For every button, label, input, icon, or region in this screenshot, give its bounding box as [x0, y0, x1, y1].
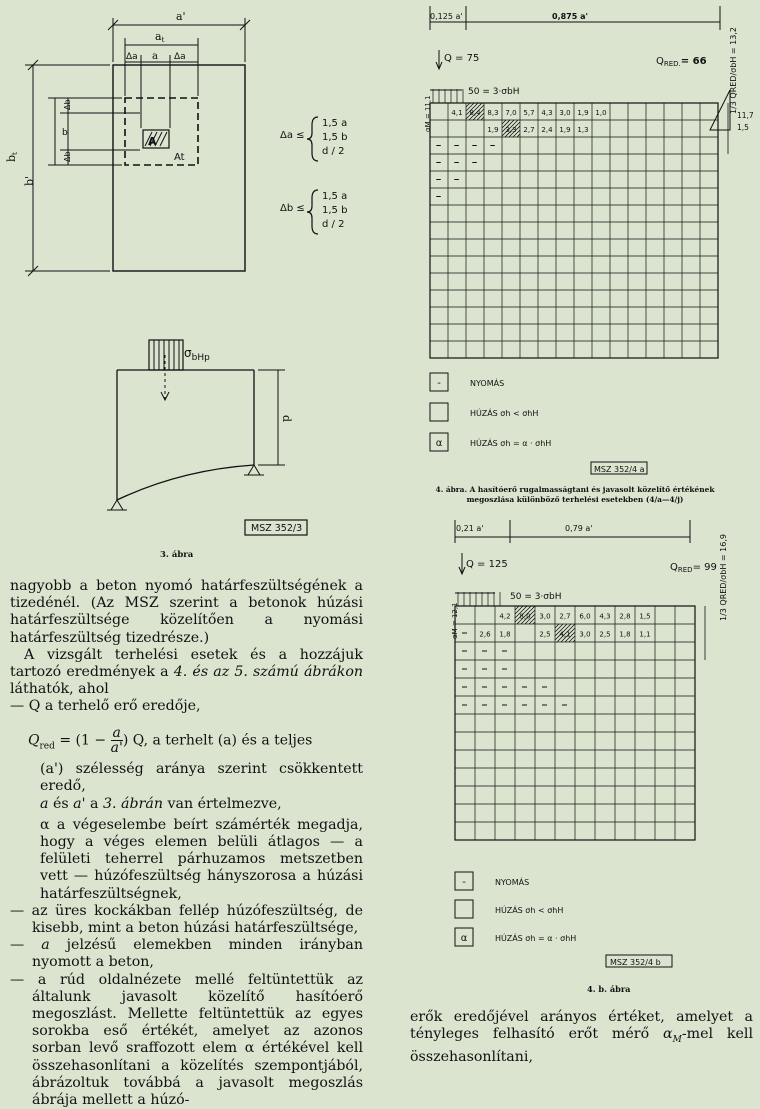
fig3-caption: 3. ábra	[160, 550, 194, 560]
tri-val-2: 1,5	[737, 123, 749, 132]
g4b-cell-value: 1,8	[499, 630, 511, 639]
g4a-cell-value: 8,3	[487, 108, 499, 117]
g4a-cell-value: 8,4	[469, 108, 481, 117]
formula-end: ) Q, a terhelt (a) és a teljes	[122, 732, 313, 749]
right-para-alpha: α	[663, 1026, 673, 1043]
fig4b-caption: 4. b. ábra	[587, 984, 631, 994]
l4b-legend-box	[455, 900, 473, 918]
g4a-cell-value: 1,3	[577, 125, 589, 134]
da-opt-2: 1,5 b	[322, 132, 348, 143]
dim-021: 0,21 a'	[456, 524, 484, 533]
fig4b-stamp: MSZ 352/4 b	[610, 958, 661, 967]
fig3-stamp: MSZ 352/3	[251, 523, 303, 534]
l4a-legend-symbol: -	[437, 378, 441, 389]
figure-3	[0, 0, 390, 575]
para-2-b: láthatók, ahol	[10, 681, 109, 698]
g4a-cell-value: 3,0	[559, 108, 571, 117]
dim-delta-b-top: Δb	[63, 99, 72, 110]
formula-red: red	[39, 740, 55, 751]
g4a-cell-value: 1,9	[577, 108, 589, 117]
g4a-cell-value: 5,7	[523, 108, 535, 117]
l4b-legend-label: HÚZÁS σh < σhH	[495, 906, 564, 915]
l4b-legend-symbol: α	[460, 933, 468, 944]
list-item-5: — a rúd oldalnézete mellé feltüntettük az általunk javasolt közelítő hasítóerő megoszlást. Mellette feltüntettük az egyes sorokba eső értékét, amelyet az azonos sorban levő sraffozott elem α értékével kell összehasonlítani a közelítés szempontjából, ábrázoltuk továbbá a javasolt megoszlás ábrája mellett a húzó-	[10, 971, 363, 1108]
l4a-legend-label: HÚZÁS σh < σhH	[470, 409, 539, 418]
q-red-4a	[656, 56, 707, 68]
db-opt-1: 1,5 a	[322, 191, 348, 202]
g4b-cell-value: 2,7	[559, 612, 571, 621]
g4b-cell-value: 2,5	[599, 630, 611, 639]
q-red-main-4b: Q	[670, 562, 678, 573]
dim-bt-main: b	[5, 154, 18, 162]
q-red-4b	[670, 562, 717, 574]
g4b-cell-value: 3,0	[539, 612, 551, 621]
db-opt-2: 1,5 b	[322, 205, 348, 216]
dim-bt-sub: t	[11, 152, 19, 155]
right-body-text	[410, 1009, 753, 1066]
g4a-cell-value: 1,9	[487, 125, 499, 134]
g4b-cell-value: 1,1	[639, 630, 651, 639]
g4a-hatched-cell	[517, 134, 520, 137]
right-para-b: -mel kell összehasonlítani,	[410, 1026, 754, 1066]
list-item-4-a: a	[41, 937, 50, 954]
q-75: Q = 75	[444, 53, 480, 64]
dim-delta-a-right: Δa	[174, 52, 186, 62]
right-axis-4a: 1/3 QRED/σbH = 13,2	[729, 27, 738, 114]
list-item-4-text: jelzésű elemekben minden irányban nyomott a beton,	[32, 937, 363, 971]
fig4a-caption-1: 4. ábra. A hasítóerő rugalmasságtani és javasolt közelítő értékének	[435, 485, 715, 494]
g4a-cell-value: 3,3	[505, 125, 517, 134]
fc2-abra: 3. ábrán	[103, 795, 163, 812]
g4a-cell-value: 4,3	[541, 108, 553, 117]
g4b-cell-value: 4,1	[559, 630, 571, 639]
dim-delta-b-bottom: Δb	[63, 151, 72, 162]
dim-a-prime: a'	[176, 10, 186, 23]
formula-line	[28, 726, 363, 756]
fc2-end: van értelmezve,	[162, 795, 282, 812]
para-2-italic: 4. és az 5. számú ábrákon	[173, 664, 364, 681]
l4a-legend-label: NYOMÁS	[470, 379, 505, 388]
dim-0875: 0,875 a'	[552, 12, 588, 21]
formula-num: a	[112, 724, 121, 741]
g4b-hatched-cell	[555, 624, 559, 628]
label-A: A	[148, 135, 157, 148]
q-red-sub: RED.	[663, 60, 681, 68]
g4b-cell-value: 2,6	[479, 630, 491, 639]
para-2	[10, 647, 363, 699]
dim-a: a	[152, 51, 158, 62]
left-body-text	[10, 578, 363, 1109]
tri-val-1: 11,7	[737, 111, 754, 120]
g4a-hatched-cell	[502, 120, 506, 124]
g4a-cell-value: 4,1	[451, 108, 463, 117]
para-2-a: A vizsgált terhelési esetek és a hozzájuk tartozó eredmények a	[10, 646, 363, 681]
list-item-3: — az üres kockákban fellép húzófeszültség, de kisebb, mint a beton húzási határfeszültsége,	[10, 902, 363, 936]
right-para-a: erők eredőjével arányos értéket, amelyet a tényleges felhasító erőt mérő	[410, 1009, 753, 1043]
dim-0125: 0,125 a'	[430, 12, 463, 21]
load-4b: 50 = 3·σbH	[510, 592, 562, 602]
l4a-legend-symbol: α	[435, 438, 443, 449]
g4b-cell-value: 2,5	[539, 630, 551, 639]
sigma-bhp	[184, 346, 210, 363]
l4b-legend-symbol: -	[462, 877, 466, 888]
delta-a-condition: Δa ≤	[280, 130, 305, 141]
g4a-cell-value: 7,0	[505, 108, 517, 117]
dim-at-main: a	[155, 30, 162, 43]
g4b-cell-value: 1,8	[619, 630, 631, 639]
dim-b-prime: b'	[23, 175, 36, 186]
formula-mid: = (1 −	[54, 732, 111, 749]
q-red-main: Q	[656, 56, 664, 67]
db-opt-3: d / 2	[322, 219, 345, 230]
q-red-val-4b: = 99	[692, 562, 717, 573]
dim-079: 0,79 a'	[565, 524, 593, 533]
g4b-cell-value: 8,0	[519, 612, 531, 621]
alpha-m-4b: αM = 12,1	[451, 602, 459, 639]
g4b-cell-value: 4,3	[599, 612, 611, 621]
fig4a-caption-2: megoszlása különböző terhelési esetekben (4/a—4/j)	[466, 495, 684, 504]
fc2-a2: a	[85, 795, 104, 812]
dim-at-sub: t	[161, 36, 165, 44]
l4b-legend-label: HÚZÁS σh = α · σhH	[495, 934, 577, 943]
fc2-a: a	[40, 795, 49, 812]
grid-4b	[455, 592, 705, 840]
fc2-aprime: a'	[73, 795, 86, 812]
g4a-cell-value: 2,7	[523, 125, 535, 134]
list-item-1: — Q a terhelő erő eredője,	[10, 698, 201, 715]
load-4a: 50 = 3·σbH	[468, 87, 520, 97]
dim-delta-a-left: Δa	[126, 52, 138, 62]
sigma-sub: bHp	[191, 353, 210, 363]
delta-b-condition: Δb ≤	[280, 203, 305, 214]
g4b-cell-value: 2,8	[619, 612, 631, 621]
legend-4b	[455, 872, 576, 946]
right-axis-4b: 1/3 QRED/σbH = 16,9	[719, 534, 728, 621]
label-At: At	[174, 152, 185, 163]
g4b-cell-value: 4,2	[499, 612, 511, 621]
l4b-legend-label: NYOMÁS	[495, 878, 530, 887]
grid-4a	[430, 89, 728, 358]
g4a-cell-value: 2,4	[541, 125, 553, 134]
sigma-symbol: σ	[184, 346, 192, 360]
g4b-cell-value: 1,5	[639, 612, 651, 621]
alpha-m-4a: αM = 11,1	[424, 95, 432, 132]
dim-bt	[5, 152, 19, 162]
para-1: nagyobb a beton nyomó határfeszültségének a tizedénél. (Az MSZ szerint a betonok húzási határfeszültsége közelítően a nyomási határfeszültség tizedrésze.)	[10, 578, 363, 646]
g4a-cell-value: 1,9	[559, 125, 571, 134]
fig4a-stamp: MSZ 352/4 a	[594, 465, 645, 474]
right-para-sub: M	[672, 1035, 682, 1046]
formula-q: Q	[28, 732, 40, 749]
dim-b: b	[62, 128, 68, 138]
list-item-4: — a jelzésű elemekben minden irányban nyomott a beton,	[10, 937, 363, 971]
g4b-cell-value: 3,0	[579, 630, 591, 639]
figure-4b	[390, 515, 760, 1000]
fc2-and: és	[48, 795, 74, 812]
dim-d: d	[280, 415, 293, 423]
q-red-val: = 66	[680, 56, 707, 67]
formula-cont-2	[10, 796, 363, 813]
q-red-sub-4b: RED	[677, 566, 693, 574]
da-opt-1: 1,5 a	[322, 118, 348, 129]
g4a-hatched-cell	[481, 117, 484, 120]
right-para	[410, 1009, 753, 1066]
legend-4a	[430, 373, 551, 451]
formula-den: a'	[110, 739, 123, 756]
figure-4a	[390, 0, 760, 515]
formula-cont: (a') szélesség aránya szerint csökkentett eredő,	[40, 761, 363, 795]
l4a-legend-box	[430, 403, 448, 421]
dim-at	[155, 30, 165, 44]
g4b-cell-value: 6,0	[579, 612, 591, 621]
da-opt-3: d / 2	[322, 146, 345, 157]
q-125: Q = 125	[466, 559, 508, 570]
g4a-cell-value: 1,0	[595, 108, 607, 117]
list-item-2: α a végeselembe beírt számérték megadja, hogy a véges elemen belüli átlagos — a felületi teherrel párhuzamos metszetben vett — húzófeszültség hányszorosa a húzási határfeszültségnek,	[40, 816, 363, 902]
l4a-legend-label: HÚZÁS σh = α · σhH	[470, 439, 552, 448]
